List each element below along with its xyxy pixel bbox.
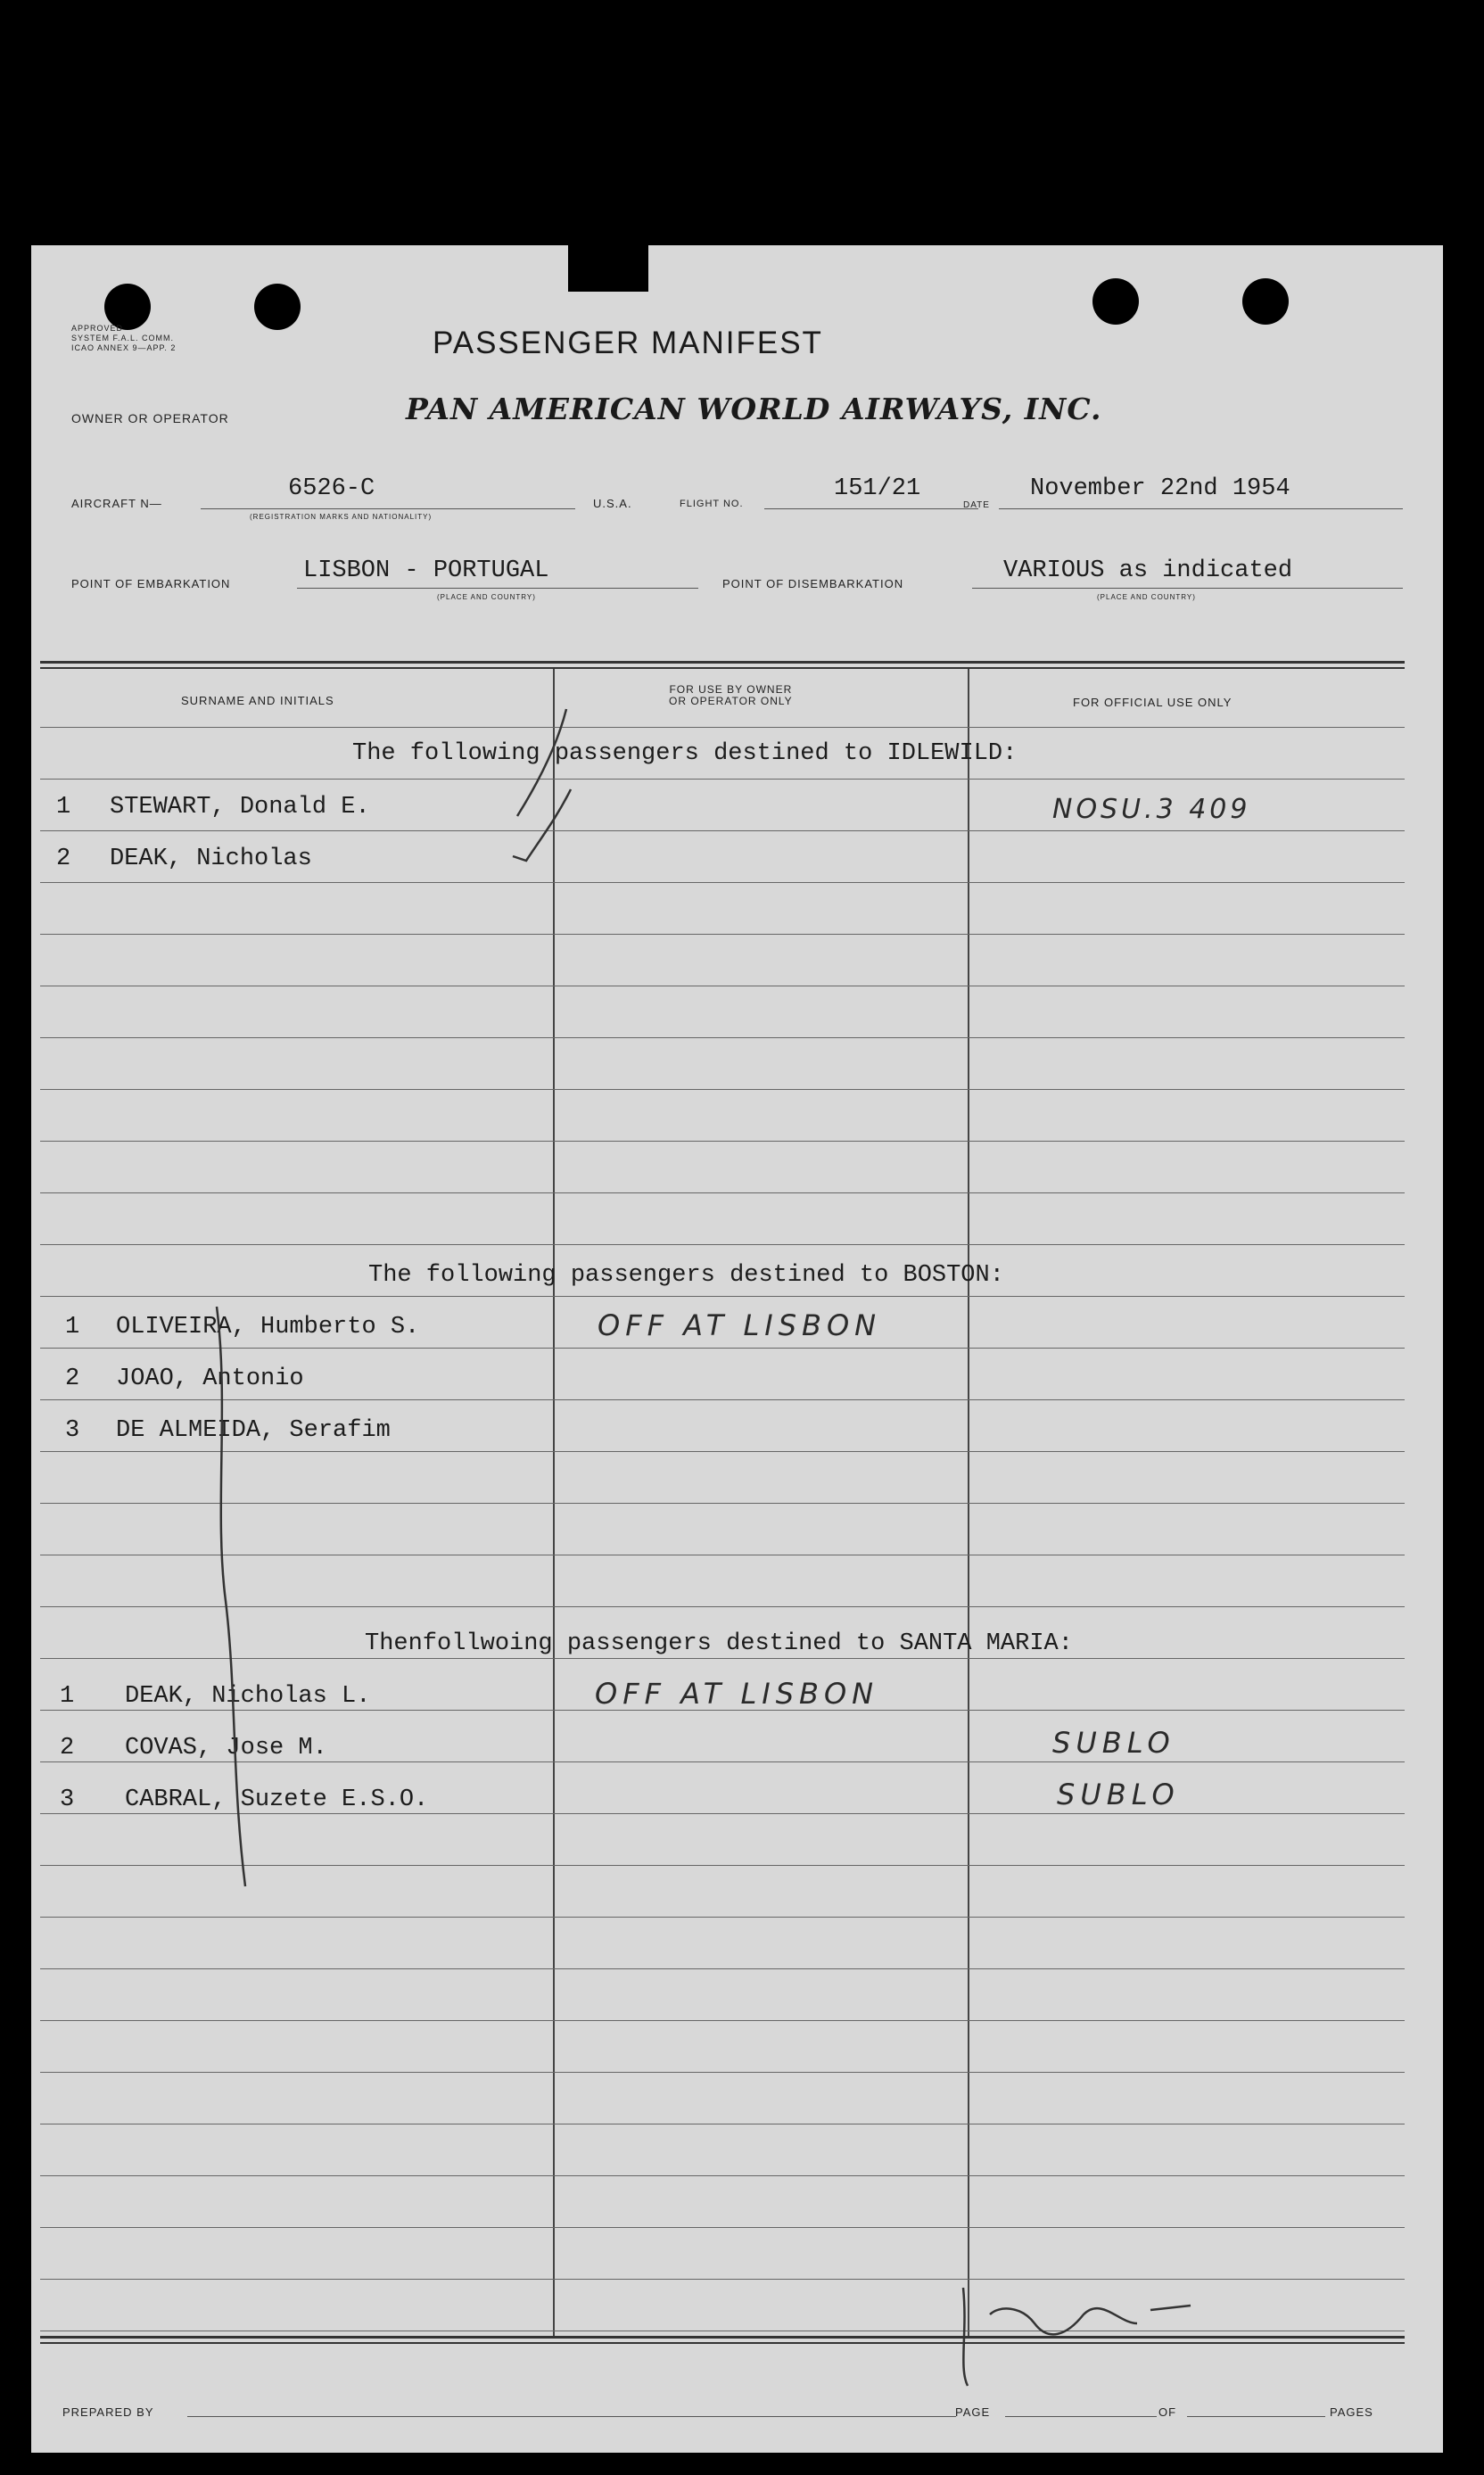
passenger-name: DE ALMEIDA, Serafim xyxy=(116,1417,391,1444)
owner-note: OFF AT LISBON xyxy=(598,1308,882,1342)
section-heading-santa-maria: Thenfollwoing passengers destined to SANTA MARIA: xyxy=(365,1630,1073,1657)
page-label: PAGE xyxy=(955,2405,991,2419)
pen-stroke xyxy=(217,1307,245,1886)
passenger-name: DEAK, Nicholas xyxy=(110,846,312,872)
table-bottom-rule xyxy=(40,2342,1405,2344)
passenger-number: 2 xyxy=(65,1365,80,1392)
approved-line: ICAO ANNEX 9—APP. 2 xyxy=(71,343,177,352)
passenger-name: JOAO, Antonio xyxy=(116,1365,304,1392)
col-header-owner-line: FOR USE BY OWNER xyxy=(669,683,793,696)
col-header-owner-line: OR OPERATOR ONLY xyxy=(669,695,793,707)
disembark-sub: (PLACE AND COUNTRY) xyxy=(1097,593,1196,601)
date-value: November 22nd 1954 xyxy=(1030,475,1290,502)
prepared-label: PREPARED BY xyxy=(62,2405,154,2419)
check-mark xyxy=(513,709,571,861)
passenger-number: 3 xyxy=(60,1786,75,1813)
owner-note: OFF AT LISBON xyxy=(595,1677,879,1711)
section-heading-boston: The following passengers destined to BOSTON: xyxy=(368,1262,1004,1289)
official-note: NOSU.3 409 xyxy=(1052,794,1251,825)
owner-label: OWNER OR OPERATOR xyxy=(71,411,229,425)
passenger-number: 2 xyxy=(60,1735,75,1761)
col-header-surname: SURNAME AND INITIALS xyxy=(181,694,334,707)
of-underline xyxy=(1187,2416,1325,2417)
embark-sub: (PLACE AND COUNTRY) xyxy=(437,593,536,601)
aircraft-sub: (REGISTRATION MARKS AND NATIONALITY) xyxy=(250,513,433,521)
page-underline xyxy=(1005,2416,1157,2417)
disembark-value: VARIOUS as indicated xyxy=(1003,557,1293,584)
pages-label: PAGES xyxy=(1330,2405,1373,2419)
pen-marks xyxy=(31,245,1443,2453)
passenger-name: CABRAL, Suzete E.S.O. xyxy=(125,1786,429,1813)
official-note: SUBLO xyxy=(1052,1726,1175,1760)
owner-value: PAN AMERICAN WORLD AIRWAYS, INC. xyxy=(406,392,1102,426)
disembark-label: POINT OF DISEMBARKATION xyxy=(722,577,904,590)
passenger-number: 3 xyxy=(65,1417,80,1444)
passenger-name: COVAS, Jose M. xyxy=(125,1735,327,1761)
approved-line: APPROVED xyxy=(71,324,124,333)
col-header-official: FOR OFFICIAL USE ONLY xyxy=(1073,696,1233,709)
passenger-name: DEAK, Nicholas L. xyxy=(125,1683,371,1710)
flight-label: FLIGHT NO. xyxy=(680,499,744,509)
manifest-form xyxy=(31,245,1443,2453)
official-note: SUBLO xyxy=(1057,1778,1180,1811)
aircraft-value: 6526-C xyxy=(288,475,375,502)
date-label: DATE xyxy=(963,500,990,510)
table-bottom-rule xyxy=(40,2336,1405,2339)
page-title: PASSENGER MANIFEST xyxy=(433,326,823,360)
of-label: OF xyxy=(1158,2405,1177,2419)
embark-label: POINT OF EMBARKATION xyxy=(71,577,231,590)
passenger-name: STEWART, Donald E. xyxy=(110,794,370,821)
passenger-number: 1 xyxy=(65,1314,80,1341)
embark-value: LISBON - PORTUGAL xyxy=(303,557,549,584)
passenger-number: 1 xyxy=(60,1683,75,1710)
aircraft-label: AIRCRAFT N— xyxy=(71,497,162,510)
approved-line: SYSTEM F.A.L. COMM. xyxy=(71,334,175,342)
passenger-name: OLIVEIRA, Humberto S. xyxy=(116,1314,420,1341)
usa-label: U.S.A. xyxy=(593,497,632,510)
section-heading-idlewild: The following passengers destined to IDLEWILD: xyxy=(352,740,1018,767)
passenger-number: 2 xyxy=(56,846,71,872)
passenger-number: 1 xyxy=(56,794,71,821)
flight-value: 151/21 xyxy=(834,475,921,502)
prepared-underline xyxy=(187,2416,956,2417)
